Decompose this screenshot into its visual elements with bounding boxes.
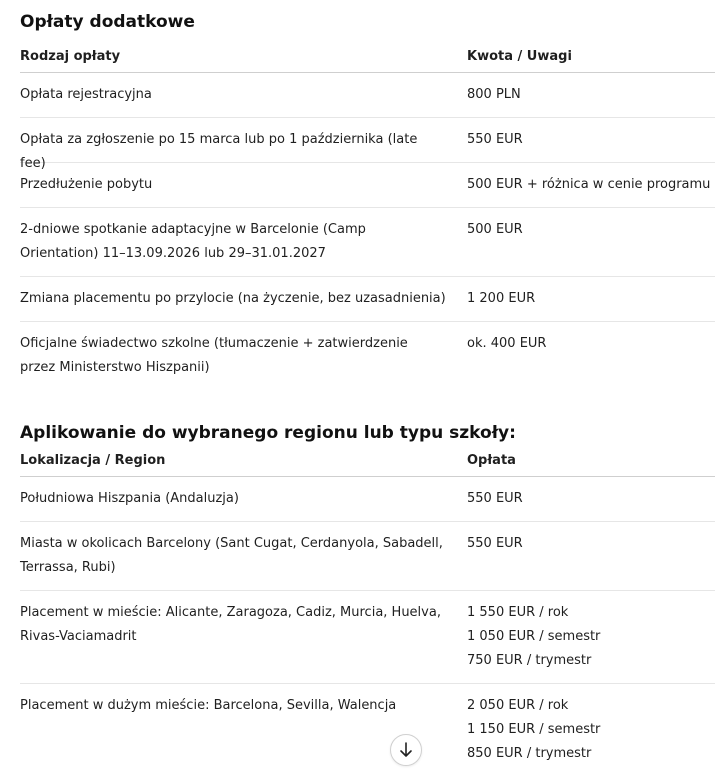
regions-heading: Aplikowanie do wybranego regionu lub typu szkoły: bbox=[20, 423, 516, 443]
fee-amount: 550 EUR bbox=[467, 132, 523, 147]
table-row bbox=[20, 277, 715, 322]
arrow-down-icon bbox=[399, 742, 413, 758]
table-row bbox=[20, 477, 715, 522]
fee-name: 2-dniowe spotkanie adaptacyjne w Barcelonie (Camp Orientation) 11–13.09.2026 lub 29–31.01.2027 bbox=[20, 222, 366, 261]
region-fee-line: 550 EUR bbox=[467, 536, 523, 551]
region-fee-line: 1 050 EUR / semestr bbox=[467, 629, 601, 644]
fee-name: Opłata za zgłoszenie po 15 marca lub po 1 października (late fee) bbox=[20, 132, 418, 171]
table-row bbox=[20, 684, 715, 777]
region-name: Placement w mieście: Alicante, Zaragoza, Cadiz, Murcia, Huelva, Rivas-Vaciamadrit bbox=[20, 605, 441, 644]
fees-table-header bbox=[20, 46, 715, 73]
region-fee-line: 750 EUR / trymestr bbox=[467, 653, 592, 668]
table-row bbox=[20, 208, 715, 277]
column-header-location: Lokalizacja / Region bbox=[20, 453, 166, 468]
fee-amount: 800 PLN bbox=[467, 87, 521, 102]
region-fee-line: 850 EUR / trymestr bbox=[467, 746, 592, 761]
region-name: Miasta w okolicach Barcelony (Sant Cugat, Cerdanyola, Sabadell, Terrassa, Rubi) bbox=[20, 536, 443, 575]
fees-heading: Opłaty dodatkowe bbox=[20, 12, 195, 32]
region-fee-line: 1 550 EUR / rok bbox=[467, 605, 569, 620]
region-fee-line: 550 EUR bbox=[467, 491, 523, 506]
scroll-down-button[interactable] bbox=[390, 734, 422, 766]
table-row bbox=[20, 73, 715, 118]
table-row bbox=[20, 591, 715, 684]
region-fee-line: 1 150 EUR / semestr bbox=[467, 722, 601, 737]
region-fee bbox=[467, 684, 715, 777]
column-header-fee: Opłata bbox=[467, 453, 516, 468]
region-name: Południowa Hiszpania (Andaluzja) bbox=[20, 491, 239, 506]
fee-amount: ok. 400 EUR bbox=[467, 336, 547, 351]
fee-name: Oficjalne świadectwo szkolne (tłumaczenie + zatwierdzenie przez Ministerstwo Hiszpanii) bbox=[20, 336, 408, 375]
table-row bbox=[20, 163, 715, 208]
region-fee bbox=[467, 477, 715, 521]
fee-name: Przedłużenie pobytu bbox=[20, 177, 153, 192]
table-row bbox=[20, 118, 715, 171]
column-header-amount: Kwota / Uwagi bbox=[467, 49, 572, 64]
region-name: Placement w dużym mieście: Barcelona, Sevilla, Walencja bbox=[20, 698, 397, 713]
fee-amount: 500 EUR + różnica w cenie programu bbox=[467, 177, 711, 192]
regions-table-header bbox=[20, 450, 715, 477]
region-fee bbox=[467, 591, 715, 683]
fee-amount: 500 EUR bbox=[467, 222, 523, 237]
fee-name: Opłata rejestracyjna bbox=[20, 87, 152, 102]
column-header-fee-type: Rodzaj opłaty bbox=[20, 49, 121, 64]
regions-table bbox=[20, 450, 715, 777]
table-row bbox=[20, 522, 715, 591]
fees-table bbox=[20, 46, 715, 391]
region-fee bbox=[467, 522, 715, 590]
fee-name: Zmiana placementu po przylocie (na życzenie, bez uzasadnienia) bbox=[20, 291, 446, 306]
region-fee-line: 2 050 EUR / rok bbox=[467, 698, 569, 713]
table-row bbox=[20, 322, 715, 391]
fee-amount: 1 200 EUR bbox=[467, 291, 536, 306]
